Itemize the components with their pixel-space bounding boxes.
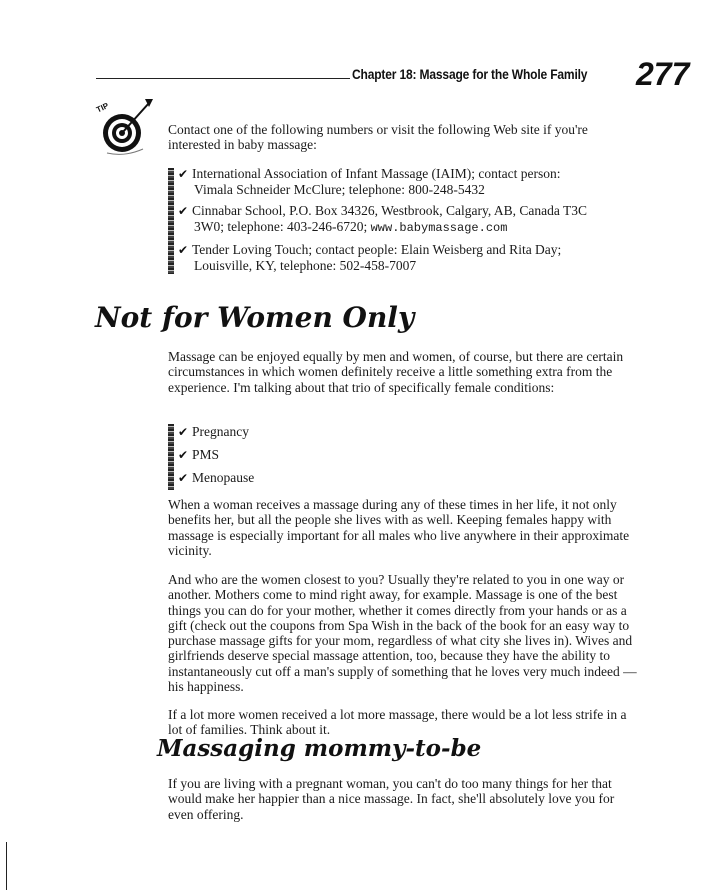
list-item: ✔ Tender Loving Touch; contact people: Elain Weisberg and Rita Day; Louisville, KY, telephone: 502-458-7007 [178, 242, 562, 273]
list-item: ✔ International Association of Infant Massage (IAIM); contact person: Vimala Schneider McClure; telephone: 800-248-5432 [178, 166, 561, 197]
checkmark-icon: ✔ [178, 448, 189, 462]
web-url: www.babymassage.com [370, 221, 508, 235]
list-item: ✔ PMS [178, 447, 220, 462]
conditions-list [168, 424, 468, 493]
page-number: 277 [636, 56, 690, 92]
section-paragraph: Massage can be enjoyed equally by men and women, of course, but there are certain circumstances in which women definitely receive a little something extra from the experience. I'm talking about that trio of specifically female conditions: [168, 349, 624, 395]
section-paragraph: If a lot more women received a lot more massage, there would be a lot less strife in a lot of families. Think about it. [168, 707, 627, 738]
tip-target-icon [95, 97, 155, 157]
header-rule [96, 78, 350, 79]
checkmark-icon: ✔ [178, 167, 189, 181]
checkmark-icon: ✔ [178, 471, 189, 485]
checkmark-icon: ✔ [178, 243, 189, 257]
section-heading: Not for Women Only [95, 301, 415, 334]
tip-intro: Contact one of the following numbers or visit the following Web site if you're interested in baby massage: [168, 122, 588, 152]
chapter-title: Chapter 18: Massage for the Whole Family [352, 66, 588, 82]
checkmark-icon: ✔ [178, 425, 189, 439]
tip-icon-label: TIP [95, 101, 111, 115]
list-item: ✔ Menopause [178, 470, 255, 485]
scan-margin-mark [6, 842, 7, 890]
list-item: ✔ Cinnabar School, P.O. Box 34326, Westbrook, Calgary, AB, Canada T3C 3W0; telephone: 403-246-6720; www.babymassage.com [178, 203, 588, 235]
subsection-paragraph: If you are living with a pregnant woman, you can't do too many things for her that would make her happier than a nice massage. In fact, she'll absolutely love you for even offering. [168, 776, 615, 822]
tip-contact-list [168, 166, 638, 279]
section-paragraph: And who are the women closest to you? Usually they're related to you in one way or another. Mothers come to mind right away, for example. Massage is one of the best things you can do for your mother, whether it comes directly from your hands or as a gift (check out the coupons from Spa Wish in the back of the book for an easy way to purchase massage gifts for your mom, regardless of what city she lives in). Wives and girlfriends deserve special massage attention, too, because they have the ability to instantaneously cut off a man's supply of something that he loves very much indeed — his happiness. [168, 572, 637, 695]
section-paragraph: When a woman receives a massage during any of these times in her life, it not only benefits her, but all the people she lives with as well. Keeping females happy with massage is especially important for all males who live anywhere in their approximate vicinity. [168, 497, 630, 558]
subsection-heading: Massaging mommy-to-be [157, 735, 482, 762]
list-item: ✔ Pregnancy [178, 424, 249, 439]
checkmark-icon: ✔ [178, 204, 189, 218]
